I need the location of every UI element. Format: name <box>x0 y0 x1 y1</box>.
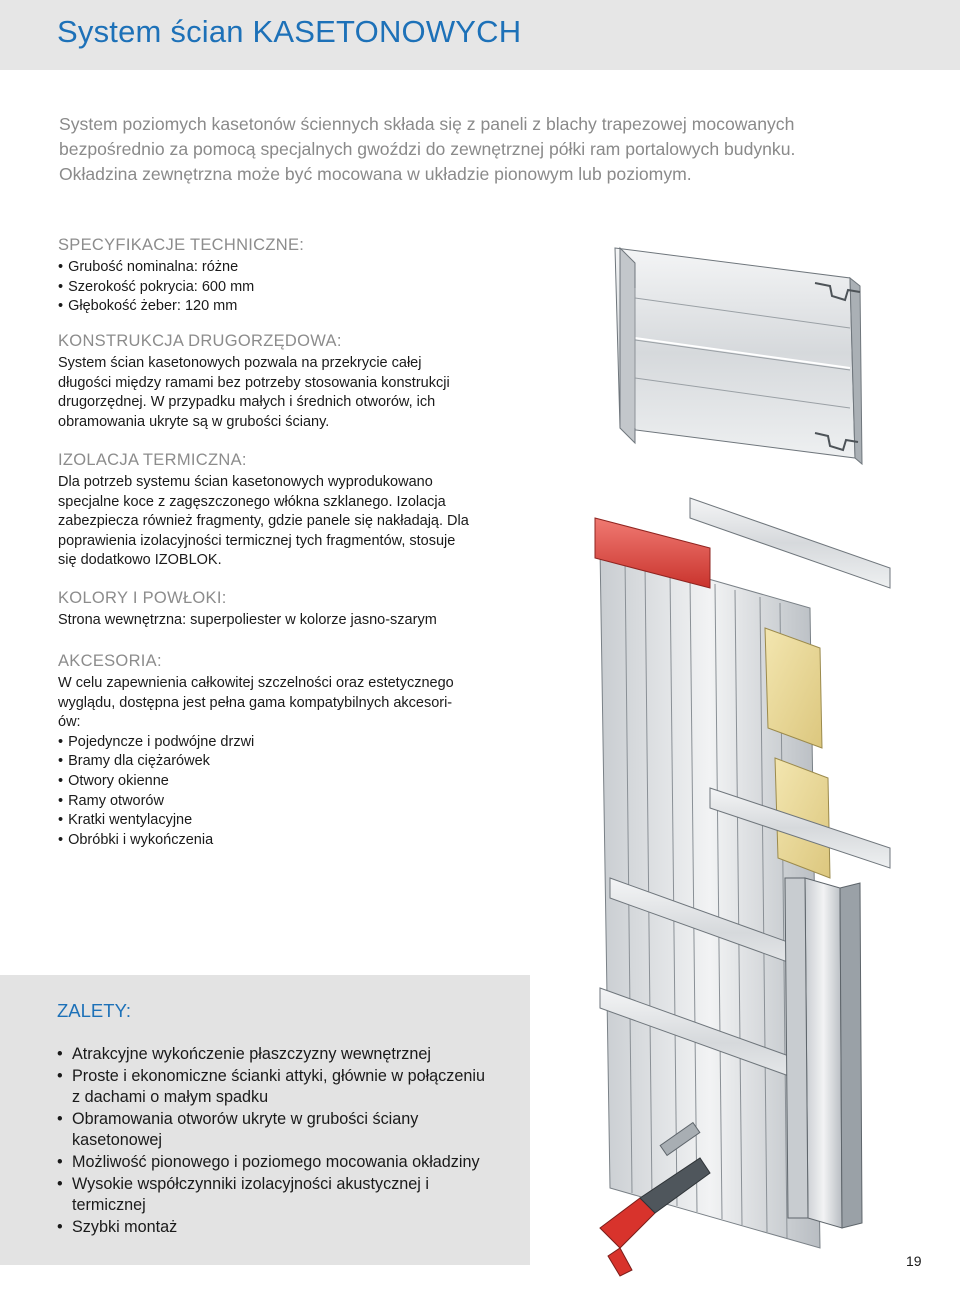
intro-line: Okładzina zewnętrzna może być mocowana w układzie pionowym lub poziomym. <box>59 164 692 184</box>
list-item: • Bramy dla ciężarówek <box>58 752 528 772</box>
text-line: Dla potrzeb systemu ścian kasetonowych wyprodukowano <box>58 474 433 490</box>
page-number: 19 <box>906 1253 922 1269</box>
text-line: specjalne koce z zagęszczonego włókna szklanego. Izolacja <box>58 493 446 510</box>
izolacja-text <box>58 473 528 571</box>
text-line: ów: <box>58 714 81 731</box>
konstrukcja-heading: KONSTRUKCJA DRUGORZĘDOWA: <box>58 332 342 350</box>
izolacja-section <box>58 450 528 571</box>
kolory-text <box>58 611 528 631</box>
text-line: Strona wewnętrzna: superpoliester w kolorze jasno-szarym <box>58 612 437 628</box>
wall-assembly-drawing <box>595 498 890 1276</box>
list-item <box>57 1066 527 1109</box>
izolacja-heading: IZOLACJA TERMICZNA: <box>58 451 247 469</box>
list-item <box>57 1044 527 1066</box>
akcesoria-list <box>58 733 528 851</box>
konstrukcja-section <box>58 331 528 432</box>
text-line: z dachami o małym spadku <box>72 1088 269 1107</box>
text-line: kasetonowej <box>72 1131 162 1150</box>
text-line: się dodatkowo IZOBLOK. <box>58 552 222 569</box>
text-line: drugorzędnej. W przypadku małych i średnich otworów, ich <box>58 394 436 411</box>
zalety-list <box>57 1044 527 1238</box>
intro-line: bezpośrednio za pomocą specjalnych gwoździ do zewnętrznej półki ram portalowych budynku. <box>59 139 796 159</box>
text-line: długości między ramami bez potrzeby stosowania konstrukcji <box>58 374 450 391</box>
akcesoria-text <box>58 674 528 733</box>
text-line: System ścian kasetonowych pozwala na przekrycie całej <box>58 355 422 371</box>
wall-system-illustration <box>560 228 960 1278</box>
text-line: W celu zapewnienia całkowitej szczelności oraz estetycznego <box>58 675 454 691</box>
list-item: • Pojedyncze i podwójne drzwi <box>58 733 528 753</box>
text-line: • Wysokie współczynniki izolacyjności akustycznej i <box>72 1174 430 1193</box>
intro-paragraph <box>59 112 859 187</box>
spec-list <box>58 258 528 317</box>
list-item: • Kratki wentylacyjne <box>58 811 528 831</box>
text-line: obramowania ukryte są w grubości ściany. <box>58 413 330 430</box>
text-line: wyglądu, dostępna jest pełna gama kompatybilnych akcesori- <box>58 694 453 711</box>
list-item <box>57 1109 527 1152</box>
text-line: termicznej <box>72 1196 146 1215</box>
spec-heading: SPECYFIKACJE TECHNICZNE: <box>58 236 305 254</box>
cassette-panel-drawing <box>615 248 862 464</box>
kolory-heading: KOLORY I POWŁOKI: <box>58 589 227 607</box>
list-item: • Ramy otworów <box>58 792 528 812</box>
text-line: • Proste i ekonomiczne ścianki attyki, głównie w połączeniu <box>72 1066 485 1085</box>
list-item: • Głębokość żeber: 120 mm <box>58 297 528 317</box>
text-line: poprawienia izolacyjności termicznej tych fragmentów, stosuje <box>58 532 456 549</box>
list-item: • Szerokość pokrycia: 600 mm <box>58 278 528 298</box>
text-line: • Możliwość pionowego i poziomego mocowania okładziny <box>72 1152 480 1171</box>
spec-section <box>58 235 528 317</box>
akcesoria-section <box>58 651 528 850</box>
text-line: • Szybki montaż <box>72 1217 178 1236</box>
list-item <box>57 1152 527 1174</box>
zalety-heading: ZALETY: <box>57 1000 132 1021</box>
page-title: System ścian KASETONOWYCH <box>57 14 522 49</box>
konstrukcja-text <box>58 354 528 432</box>
text-line: • Atrakcyjne wykończenie płaszczyzny wewnętrznej <box>72 1045 431 1063</box>
intro-line: System poziomych kasetonów ściennych składa się z paneli z blachy trapezowej mocowanych <box>59 114 795 134</box>
list-item: • Obróbki i wykończenia <box>58 831 528 851</box>
text-line: • Obramowania otworów ukryte w grubości ściany <box>72 1109 419 1128</box>
akcesoria-heading: AKCESORIA: <box>58 652 162 670</box>
list-item: • Otwory okienne <box>58 772 528 792</box>
list-item <box>57 1217 527 1239</box>
list-item <box>57 1174 527 1217</box>
text-line: zabezpiecza również fragmenty, gdzie panele się nakładają. Dla <box>58 513 469 530</box>
kolory-section <box>58 588 528 631</box>
list-item: • Grubość nominalna: różne <box>58 258 528 278</box>
